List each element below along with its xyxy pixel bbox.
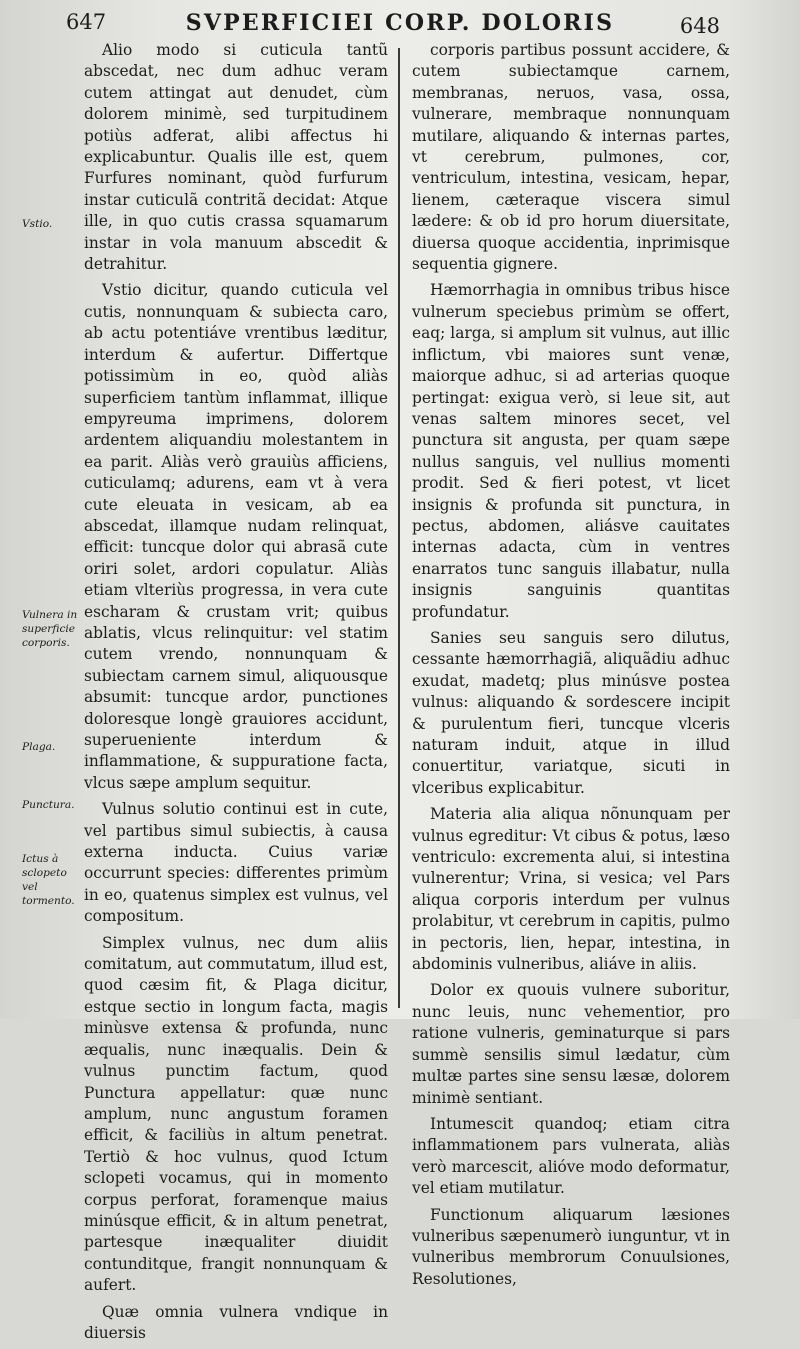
right-column	[412, 40, 730, 1295]
margin-note-vulnera: Vulnera in superficie corporis.	[22, 609, 78, 649]
column-divider	[398, 48, 400, 1008]
margin-note-plaga: Plaga.	[22, 741, 56, 753]
left-column	[84, 40, 388, 1349]
paragraph: Intumescit quandoq; etiam citra inflammationem pars vulnerata, aliàs verò marcescit, alióve modo deformatur, vel etiam mutilatur.	[412, 1114, 730, 1198]
paragraph: Vstio dicitur, quando cuticula vel cutis, nonnunquam & subiecta caro, ab actu potentiáve vrentibus læditur, interdum & aufertur. Differtque potissimùm in eo, quòd aliàs superficiem tantùm inflammat, illique empyreuma imprimens, dolorem ardentem aliquandiu molestantem in ea parit. Aliàs verò grauiùs afficiens, cuticulamq; adurens, eam vt à vera cute eleuata in vesicam, ab ea abscedat, illamque nudam relinquat, efficit: tuncque dolor qui abrasã cute oriri solet, ardori copulatur. Aliàs etiam vlteriùs progressa, in vera cute escharam & crustam vrit; quibus ablatis, vlcus relinquitur: vel statim cutem vrendo, nonnunquam & subiectam carnem simul, aliquousque absumit: tuncque ardor, punctiones doloresque longè grauiores accidunt, superueniente interdum & inflammatione, & suppuratione facta, vlcus sæpe amplum sequitur.	[84, 281, 388, 792]
running-header	[0, 8, 800, 42]
paragraph: Simplex vulnus, nec dum aliis comitatum, aut commutatum, illud est, quod cæsim fit, & Plaga dicitur, estque sectio in longum facta, magis minùsve extensa & profunda, nunc æqualis, nunc inæqualis. Dein & vulnus punctim factum, quod Punctura appellatur: quæ nunc amplum, nunc angustum foramen efficit, & faciliùs in altum penetrat. Tertiò & hoc vulnus, quod Ictum sclopeti vocamus, qui in momento corpus perforat, foramenque maius minúsque efficit, & in altum penetrat, partesque inæqualiter diuidit contunditque, frangit nonnunquam & aufert.	[84, 933, 388, 1295]
paragraph: Dolor ex quouis vulnere suboritur, nunc leuis, nunc vehementior, pro ratione vulneris, geminaturque si pars summè sensilis simul lædatur, cùm multæ partes sine sensu læsæ, dolorem minimè sentiant.	[412, 981, 730, 1107]
paragraph: Vulnus solutio continui est in cute, vel partibus simul subiectis, à causa externa inducta. Cuius variæ occurrunt species: differentes primùm in eo, quatenus simplex est vulnus, vel compositum.	[84, 800, 388, 926]
paragraph: Quæ omnia vulnera vndique in diuersis	[84, 1302, 388, 1342]
paragraph: Sanies seu sanguis sero dilutus, cessante hæmorrhagiã, aliquãdiu adhuc exudat, madetq; plus minúsve postea vulnus: aliquando & sordescere incipit & purulentum fieri, tuncque vlceris naturam induit, atque in illud conuertitur, variatque, sicuti in vlceribus explicabitur.	[412, 628, 730, 797]
paragraph: Materia alia aliqua nõnunquam per vulnus egreditur: Vt cibus & potus, læso ventriculo: excrementa alui, si intestina vulnerentur; Vrina, si vesica; vel Pars aliqua corporis interdum per vulnus prolabitur, vt cerebrum in capitis, pulmo in pectoris, lien, hepar, intestina, in abdominis vulneribus, aliáve in aliis.	[412, 805, 730, 974]
page-shadow	[730, 0, 800, 1019]
paragraph: Functionum aliquarum læsiones vulneribus sæpenumerò iunguntur, vt in vulneribus membrorum Conuulsiones, Resolutiones,	[412, 1205, 730, 1288]
margin-note-punctura: Punctura.	[22, 799, 75, 811]
margin-note-vstio: Vstio.	[22, 218, 53, 230]
page-number-right: 648	[679, 14, 720, 38]
paragraph: Hæmorrhagia in omnibus tribus hisce vulnerum speciebus primùm se offert, eaq; larga, si amplum sit vulnus, aut illic inflictum, vbi maiores sunt venæ, maiorque adhuc, si ad arterias quoque pertingat: exigua verò, si leue sit, aut venas saltem minores secet, vel punctura sit angusta, per quam sæpe nullus sanguis, vel nullius momenti prodit. Sed & fieri potest, vt licet insignis & profunda sit punctura, in pectus, abdomen, aliásve cauitates internas adacta, cùm in ventres enarratos tunc sanguis illabatur, nulla insignis sanguinis quantitas profundatur.	[412, 281, 730, 621]
margin-note-ictus: Ictus à sclopeto vel tormento.	[22, 853, 75, 907]
paragraph: corporis partibus possunt accidere, & cutem subiectamque carnem, membranas, neruos, vasa, ossa, vulnerare, membraque nonnunquam mutilare, aliquando & internas partes, vt cerebrum, pulmones, cor, ventriculum, intestina, vesicam, hepar, lienem, cæteraque viscera simul lædere: & ob id pro horum diuersitate, diuersa quoque accidentia, inprimisque sequentia gignere.	[412, 41, 730, 274]
page-number-left: 647	[66, 10, 107, 34]
running-title: SVPERFICIEI CORP. DOLORIS	[185, 10, 615, 36]
paragraph: Alio modo si cuticula tantũ abscedat, nec dum adhuc veram cutem attingat aut denudet, cùm dolorem minimè, sed turpitudinem potiùs adferat, alibi affectus hi explicabuntur. Qualis ille est, quem Furfures nominant, quòd furfurum instar cuticulã contritã decidat: Atque ille, in quo cutis crassa squamarum instar in vola manuum abscedit & detrahitur.	[84, 41, 388, 274]
